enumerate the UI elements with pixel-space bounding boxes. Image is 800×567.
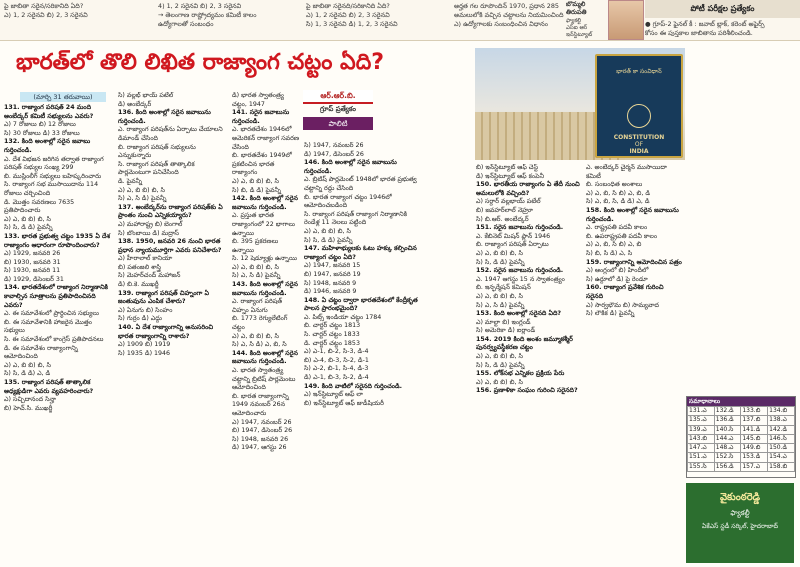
answer-key-table <box>686 396 796 478</box>
question-line: ఎ) ఎ, బి బి) బి, సి <box>118 186 165 194</box>
badge-line-3: పాలిటి <box>303 117 373 130</box>
question-line: సి) ఎ, సి డి) పైవన్నీ <box>476 301 525 309</box>
question-column-4 <box>304 142 424 562</box>
question-line: ఎ. భారత స్వాతంత్ర్య చట్టాన్ని బ్రిటిష్ పార్లమెంటు ఆమోదించింది <box>232 367 296 392</box>
question-line: 151. సరైన జవాబును గుర్తించండి. <box>476 224 564 232</box>
question-line: బి. 1773 రెగ్యులేటింగ్ చట్టం <box>232 315 288 332</box>
question-line: 138. 1950, జనవరి 26 నుంచి భారత ప్రధాన న్యాయమూర్తిగా ఎవరు పనిచేశారు? <box>118 238 222 254</box>
question-line: ఎ) 7 రోజులు బి) 12 రోజులు <box>4 121 76 129</box>
answer-row <box>688 462 795 471</box>
question-line: డి. ఈ సమావేశం రాజ్యాంగాన్ని ఆమోదించింది <box>4 344 78 361</box>
question-line: ఎ) ఎ, బి బి) బి, సి <box>232 177 279 185</box>
answer-cell: 148.ఎ <box>714 444 741 453</box>
question-line: డి) 1947, డిసెంబర్ 26 <box>304 150 364 158</box>
question-line: ఎ) సార్వభౌమ బి) సామ్యవాద <box>586 301 659 309</box>
answer-cell: 142.డి <box>768 425 795 434</box>
question-line: 155. లోక్‌సభ ఎన్నికల ప్రక్రియ పేరు <box>476 370 565 378</box>
book-line-1: భారత్ కా సంవిధాన్ <box>616 68 662 75</box>
emblem-icon <box>627 104 651 128</box>
question-line: సి) సి, డి డి) ఎ, డి <box>4 370 51 378</box>
answer-cell: 155.సి <box>688 462 715 471</box>
question-line: 150. భారతీయ రాజ్యాంగం ఏ తేదీ నుంచి అమలులోకి వచ్చింది? <box>476 181 580 197</box>
question-line: 144. కింది అంశాల్లో సరైన జవాబును గుర్తించండి. <box>232 349 298 366</box>
answer-key-grid <box>687 406 795 472</box>
question-line: సి) గుర్రం డి) ఎద్దు <box>118 315 162 323</box>
question-line: బి) హెచ్.సి. ముఖర్జీ <box>4 404 53 412</box>
top-strip <box>0 0 800 41</box>
faculty-name: వైకుంఠరెడ్డి <box>719 492 761 503</box>
question-line: బి. భారతదేశం 1949లో ప్రకటించిన భారత రాజ్యాంగం <box>232 152 292 177</box>
question-line: 131. రాజ్యాంగ పరిషత్ 24 మంది అంబేద్కర్ కమిటీ సభ్యులను ఎవరు? <box>4 104 94 120</box>
answer-cell: 147.ఎ <box>688 444 715 453</box>
question-line: 148. ఏ చట్టం ద్వారా భారతదేశంలో కేంద్రీకృత పాలన ప్రారంభమైంది? <box>304 296 418 313</box>
question-line: ఎ) ఎ, బి బి) బి, సి <box>476 249 523 257</box>
question-line: బి. ఈ సమావేశానికి హాజరైన మొత్తం సభ్యులు <box>4 318 92 335</box>
question-line: ఎ) ఏనుగు బి) సింహం <box>118 306 173 314</box>
question-line: సి. రాజ్యాంగ పరిషత్ తాత్కాలిక పార్లమెంటుగా పనిచేసింది <box>118 160 195 177</box>
question-line: 146. కింది అంశాల్లో సరైన జవాబును గుర్తించండి. <box>304 159 397 175</box>
question-line: సి) సి, డి డి) పైవన్నీ <box>476 361 525 369</box>
answer-cell: 158.బి <box>768 462 795 471</box>
question-line: సి) మెహర్‌చంద్ మహాజన్ <box>118 272 181 280</box>
question-line: బి) ఇన్‌స్టిట్యూట్ ఆఫ్ చెస్ట్ <box>476 164 539 171</box>
question-line: 132. కింది అంశాల్లో సరైన జవాబు గుర్తించండి. <box>4 138 91 154</box>
strip-col-1: పై జాబితా సరైన/సరికానిది ఏది? ఎ) 1, 2 సరైనవి బి) 2, 3 సరైనవి <box>4 2 88 19</box>
question-line: సి) 1948, జనవరి 26 <box>232 435 289 443</box>
question-line: 133. భారత ప్రభుత్వ చట్టం 1935 ఏ దేశ రాజ్యాంగం ఆధారంగా రూపొందించారు? <box>4 232 110 249</box>
question-line: ఎ. రాజ్యాంగ పరిషత్ చిహ్నం ఏనుగు <box>232 298 283 314</box>
question-line: సి) సి, డి డి) పైవన్నీ <box>4 224 53 232</box>
question-line: డి) ఇన్‌స్టిట్యూట్ ఆఫ్ కంపెనీ <box>476 172 544 180</box>
question-line: 143. కింది అంశాల్లో సరైన జవాబును గుర్తించండి. <box>232 281 298 297</box>
question-line: ఎ) మాల్టా బి) ఇంగ్లండ్ <box>476 318 531 326</box>
answer-cell: 139.ఎ <box>688 425 715 434</box>
question-line: సి. రాజ్యాంగ సభ ముసాయిదాను 114 రోజులు చర్చించింది <box>4 181 99 197</box>
question-line: బి. ముస్లింలీగ్ సభ్యులు బహిష్కరించారు <box>4 172 102 180</box>
question-line: బి) 1947, డిసెంబర్ 26 <box>232 427 293 435</box>
badge-line-2: గ్రూప్ ప్రత్యేకం <box>320 105 356 113</box>
question-column-1 <box>4 104 112 562</box>
question-line: 158. కింది అంశాల్లో సరైన జవాబును గుర్తించండి. <box>586 206 679 223</box>
question-line: ఎ) 1929, జనవరి 26 <box>4 250 61 258</box>
answer-cell: 134.బి <box>768 407 795 416</box>
question-line: ఎ) హీరాలాల్ కానియా <box>118 255 173 263</box>
question-line: సి) వల్లభ్ భాయ్ పటేల్ <box>118 92 174 99</box>
question-line: బి) పతంజలి శాస్త్రి <box>118 263 161 271</box>
question-line: 152. సరైన జవాబును గుర్తించండి. <box>476 267 564 275</box>
question-line: 159. రాజ్యాంగాన్ని ఆమోదించిన పత్రం <box>586 258 682 266</box>
answer-cell: 136.డి <box>714 416 741 425</box>
question-line: 136. కింది అంశాల్లో సరైన జవాబును గుర్తించండి. <box>118 109 211 125</box>
question-line: బి. ఉపరాష్ట్రపతి పదవీ కాలం <box>586 232 658 240</box>
book-line-3: OF <box>634 141 644 148</box>
question-line: ఎ) ఆంగ్లంలో బి) హిందీలో <box>586 267 649 275</box>
question-line: సి) ఎ, బి, సి, డి డి) ఎ, డి <box>586 198 650 206</box>
question-line: 141. సరైన జవాబును గుర్తించండి. <box>232 109 290 125</box>
answer-cell: 157.ఎ <box>741 462 768 471</box>
question-line: ఎ) ఎ, బి, సి బి) ఎ, బి, డి <box>586 189 651 197</box>
question-line: ఎ. కేబినెట్ మిషన్ ప్లాన్ 1946 <box>476 232 551 240</box>
question-line: సి. చార్టర్ చట్టం 1833 <box>304 331 360 339</box>
answer-cell: 149.బి <box>741 444 768 453</box>
question-line: సి) బి, సి డి) ఎ, సి <box>586 249 633 257</box>
faculty-box <box>686 483 794 563</box>
question-line: ఎ) ఎ, బి బి) బి, సి <box>232 263 279 271</box>
answer-row <box>688 444 795 453</box>
question-line: సి. 12 షెడ్యూళ్లు ఉన్నాయి <box>232 255 297 263</box>
question-line: సి) ఎ, సి డి) ఎ, బి, సి <box>232 341 287 349</box>
question-line: ఎ) ఎ, బి బి) బి, సి <box>304 227 351 235</box>
question-line: బి) ఇన్‌స్టిట్యూట్ ఆఫ్ జుడీషియరీ <box>304 399 384 407</box>
question-line: సి) ఉర్దూలో డి) పై రెండూ <box>586 275 648 283</box>
answer-cell: 144.ఎ <box>714 434 741 443</box>
faculty-role: ఫ్యాకల్టీ <box>730 509 750 517</box>
question-line: సి. రాజ్యాంగ పరిషత్ రాజ్యాంగ నిర్మాణానికి రెండేళ్ల 11 నెలలు పట్టింది <box>304 210 407 227</box>
question-line: 142. కింది అంశాల్లో సరైన జవాబును గుర్తించండి. <box>232 195 298 211</box>
question-line: ఎ) ఎ, బి బి) బి, సి <box>232 332 279 340</box>
question-line: 154. 2019 కింది అంశం జమ్మూకశ్మీర్ పునర్వ్యవస్థీకరణ చట్టం <box>476 335 573 352</box>
question-line: ఎ) ఇన్‌స్టిట్యూట్ ఆఫ్ లా <box>304 391 364 399</box>
question-line: బి. సంబంధిత అంశాలు <box>586 181 643 189</box>
question-line: డి) బి.కె. ముఖర్జీ <box>118 281 159 289</box>
author-photo <box>608 0 644 40</box>
answer-cell: 154.ఎ <box>768 453 795 462</box>
section-badge <box>303 90 373 138</box>
question-line: సి) అమెరికా డి) ఐర్లాండ్ <box>476 327 536 335</box>
answer-cell: 132.డి <box>714 407 741 416</box>
question-line: 135. రాజ్యాంగ పరిషత్ తాత్కాలిక అధ్యక్షుడిగా ఎవరు వ్యవహరించారు? <box>4 379 94 395</box>
strip-col-4: అర్హత గల రూపొందిన్ 1970, ప్రధాన 285 అమలులోకి వచ్చిన చట్టాలను నియమించింది ఎ) ఉద్యోగాలకు సంబంధించిన విధానం <box>454 2 564 28</box>
question-line: ఎ) ఎ, బి బి) బి, సి <box>476 353 523 361</box>
answer-cell: 140.సి <box>714 425 741 434</box>
question-line: సి) 1948, జనవరి 9 <box>304 279 357 287</box>
continuation-tag: (మార్చి 31 తరువాయి) <box>20 92 106 102</box>
question-line: బి. భారత రాజ్యాంగ చట్టం 1946లో ఆమోదించబడింది <box>304 193 392 210</box>
question-line: ఎ) ఎ, బి బి) బి, సి <box>4 215 51 223</box>
question-line: సి) 1935 డి) 1946 <box>118 349 171 357</box>
question-line: డి. మొత్తం సవరణలు 7635 ప్రతిపాదించారు <box>4 198 75 215</box>
question-line: ఎ) 1947, జనవరి 15 <box>304 262 361 270</box>
question-line: సి) లౌకిక డి) పైవన్నీ <box>586 310 635 318</box>
question-line: ఎ. ప్రస్తుత భారత రాజ్యాంగంలో 22 భాగాలు ఉన్నాయి <box>232 212 295 237</box>
answer-cell: 137.బి <box>741 416 768 425</box>
question-line: సి) సి, డి డి) పైవన్నీ <box>304 236 353 244</box>
question-line: బి) జవహర్‌లాల్ నెహ్రూ <box>476 206 533 214</box>
answer-cell: 141.డి <box>741 425 768 434</box>
answer-cell: 143.బి <box>688 434 715 443</box>
strip-col-2: 4) 1, 2 సరైనవి బి) 2, 3 సరైనవి → తెలంగాణ రాష్ట్రోద్యమం కమిటీ కాలం ఉద్యోగాలతో సంబంధం <box>158 2 257 28</box>
answer-cell: 133.బి <box>741 407 768 416</box>
question-line: ఎ) 1909 బి) 1919 <box>118 341 171 349</box>
question-column-6 <box>586 164 682 562</box>
answer-cell: 145.బి <box>741 434 768 443</box>
question-line: 137. అంబేద్కర్‌ను రాజ్యాంగ పరిషత్‌కు ఏ ప్రాంతం నుంచి ఎన్నికయ్యారు? <box>118 203 223 220</box>
faculty-org: ఏకేఎస్ స్టడీ సర్కిల్, హైదరాబాద్ <box>702 523 778 530</box>
answer-cell: 156.డి <box>714 462 741 471</box>
question-line: ఎ) ఎ, బి బి) బి, సి <box>476 292 523 300</box>
question-line: బి) 1930, జనవరి 31 <box>4 258 61 266</box>
question-line: బి. 395 ప్రకరణలు ఉన్నాయి <box>232 238 279 254</box>
question-line: ఎ) 1947, నవంబర్ 26 <box>232 418 292 426</box>
question-column-5 <box>476 164 580 562</box>
question-line: ఎ. పిట్స్ ఇండియా చట్టం 1784 <box>304 313 382 321</box>
question-line: బి) 1947, జనవరి 19 <box>304 270 361 278</box>
answer-cell: 152.సి <box>714 453 741 462</box>
question-line: ఎ. రాజ్యాంగ పరిషత్‌ను ఏర్పాటు చేయాలని డిమాండ్ చేసింది <box>118 126 223 142</box>
question-line: డి. పైవన్నీ <box>118 177 143 185</box>
question-line: 160. రాజ్యాంగ ప్రవేశిక గురించి సరైనది <box>586 284 664 300</box>
answer-cell: 146.సి <box>768 434 795 443</box>
question-line: సి. ఈ సమావేశంలో కాంగ్రెస్ ప్రతిపాదనలు <box>4 336 104 344</box>
author-role: ఫ్యాకల్టీ ఎస్‌ఐ ఆర్ ఇన్‌స్టిట్యూట్ <box>566 18 593 38</box>
question-line: సి) ఎ, సి డి) పైవన్నీ <box>232 272 281 280</box>
answer-row <box>688 425 795 434</box>
answer-cell: 135.ఎ <box>688 416 715 425</box>
question-line: సి) బి, డి డి) పైవన్నీ <box>232 186 282 194</box>
question-line: ఎ. అంబేద్కర్ చైర్మన్ ముసాయిదా కమిటీ <box>586 164 667 180</box>
answer-cell: 150.డి <box>768 444 795 453</box>
question-line: బి. భారత రాజ్యాంగాన్ని 1949 నవంబర్ 26న ఆమోదించారు <box>232 392 289 417</box>
question-line: డి) 1946, జనవరి 9 <box>304 288 357 296</box>
answer-row <box>688 434 795 443</box>
question-line: బి) ఎ-4, బి-3, సి-2, డి-1 <box>304 356 369 364</box>
question-line: బి. రాజ్యాంగ పరిషత్ ఏర్పాటు <box>476 241 549 249</box>
question-line: ఎ. భారతదేశం 1946లో అమెరికన్ రాజ్యాంగ సవరణ చేసింది <box>232 126 300 151</box>
question-line: 149. కింది వాటిలో సరైనది గుర్తించండి. <box>304 382 402 390</box>
badge-line-1: ఆర్.ఆర్.బి. <box>303 90 373 104</box>
banner-note: ● గ్రూప్-2 ఫైనల్ కీ : జవాబ్ బ్లాక్, కరెంట్ అఫైర్స్ కోసం ఈ పుస్తకాల జాబితాను పరిశీలించండి. <box>645 20 765 37</box>
book-line-2: CONSTITUTION <box>613 134 665 141</box>
section-banner: పోటీ పరీక్షల ప్రత్యేకం <box>645 0 800 18</box>
question-line: 156. ప్రణాళికా సంఘం గురించి సరైనది? <box>476 387 578 395</box>
question-line: బి. రాజ్యాంగ పరిషత్ సభ్యులను ఎన్నుకున్నారు <box>118 143 196 160</box>
question-line: డి) భారత స్వాతంత్ర్య చట్టం, 1947 <box>232 92 284 108</box>
question-line: సి) 1947, నవంబర్ 26 <box>304 142 364 149</box>
question-line: ఎ) మహారాష్ట్ర బి) బెంగాల్ <box>118 220 183 228</box>
article-illustration <box>475 48 685 160</box>
question-line: బి. ఇన్ఫర్మేషన్ కమిషన్ <box>476 284 531 292</box>
question-line: డి) ఎ-1, బి-3, సి-2, డి-4 <box>304 374 369 382</box>
question-line: ఎ. బ్రిటిష్ పార్లమెంట్ 1948లో భారత ప్రభుత్వ చట్టాన్ని రద్దు చేసింది <box>304 176 417 192</box>
question-line: సి) ఎ-2, బి-1, సి-4, డి-3 <box>304 365 369 373</box>
question-line: ఎ) ఎ, బి బి) బి, సి <box>476 378 523 386</box>
answer-cell: 151.ఎ <box>688 453 715 462</box>
answer-row <box>688 453 795 462</box>
strip-col-3: పై జాబితా సరైనది/సరికానిది ఏది? ఎ) 1, 2 సరైనవి బి) 2, 3 సరైనవి సి) 1, 3 సరైనవి డి) 1, 2, 3 సరైనవి <box>306 2 398 28</box>
question-line: 147. మహిళాభ్యులకు ఓటు హక్కు కల్పించిన రాజ్యాంగ చట్టం ఏది? <box>304 245 417 261</box>
question-line: ఎ) సర్దార్ వల్లభాయ్ పటేల్ <box>476 198 541 206</box>
question-line: 139. రాజ్యాంగ పరిషత్ చిహ్నంగా ఏ జంతువును ఎంపిక చేశారు? <box>118 289 210 306</box>
question-line: డి. చార్టర్ చట్టం 1853 <box>304 339 360 347</box>
question-line: ఎ) ఎ, బి, సి బి) ఎ, బి <box>586 241 642 249</box>
answer-row <box>688 407 795 416</box>
question-column-3 <box>232 92 300 562</box>
question-line: డి) అంబేద్కర్ <box>118 100 152 108</box>
question-column-2 <box>118 92 226 562</box>
question-line: 153. కింది అంశాల్లో సరైనది ఏది? <box>476 310 562 318</box>
question-line: డి) 1947, ఆగస్టు 26 <box>232 444 287 452</box>
answer-key-title: సమాధానాలు <box>687 397 795 406</box>
answer-row <box>688 416 795 425</box>
question-line: సి) 30 రోజులు డి) 33 రోజులు <box>4 129 80 137</box>
answer-cell: 138.ఎ <box>768 416 795 425</box>
page-headline: భారత్‌లో తొలి లిఖిత రాజ్యాంగ చట్టం ఏది? <box>16 50 384 75</box>
question-line: బి. చార్టర్ చట్టం 1813 <box>304 322 361 330</box>
question-line: ఎ) ఎ-1, బి-2, సి-3, డి-4 <box>304 348 369 356</box>
question-line: ఎ) ఎ, బి బి) బి, సి <box>4 361 51 369</box>
answer-cell: 131.ఎ <box>688 407 715 416</box>
question-line: ఎ. ఈ సమావేశంలో ప్రార్థించిన సభ్యులు <box>4 310 99 318</box>
question-line: సి) సి, డి డి) పైవన్నీ <box>476 258 525 266</box>
question-line: 134. భారతదేశంలో రాజ్యాంగ నిర్మాణానికి కావాల్సిన సూత్రాలను ప్రతిపాదించినది ఎవరు? <box>4 284 108 309</box>
question-line: 140. ఏ దేశ రాజ్యాంగాన్ని అనుసరించి భారత రాజ్యాంగాన్ని రాశారు? <box>118 324 214 340</box>
question-line: ఎ) సచ్చిదానంద సిన్హా <box>4 396 57 404</box>
question-line: ఎ. 1947 ఆగస్టు 15 న స్వాతంత్ర్యం <box>476 275 565 283</box>
constitution-book-image <box>595 54 683 158</box>
answer-cell: 153.డి <box>741 453 768 462</box>
book-line-4: INDIA <box>629 148 649 155</box>
question-line: సి) బి.ఆర్. అంబేద్కర్ <box>476 215 529 223</box>
author-name: బొమ్మలి తిరుపతి <box>566 0 587 16</box>
question-line: ఎ. దేశ విభజన జరిగిన తర్వాత రాజ్యాంగ పరిషత్ సభ్యుల సంఖ్య 299 <box>4 155 104 172</box>
question-line: సి) 1930, జనవరి 11 <box>4 267 61 275</box>
question-line: ఎ. రాష్ట్రపతి పదవీ కాలం <box>586 224 648 232</box>
question-line: సి) ఎ, సి డి) పైవన్నీ <box>118 195 167 203</box>
question-line: సి) బొంబాయి డి) మద్రాస్ <box>118 229 179 237</box>
question-line: డి) 1929, డిసెంబర్ 31 <box>4 275 64 283</box>
